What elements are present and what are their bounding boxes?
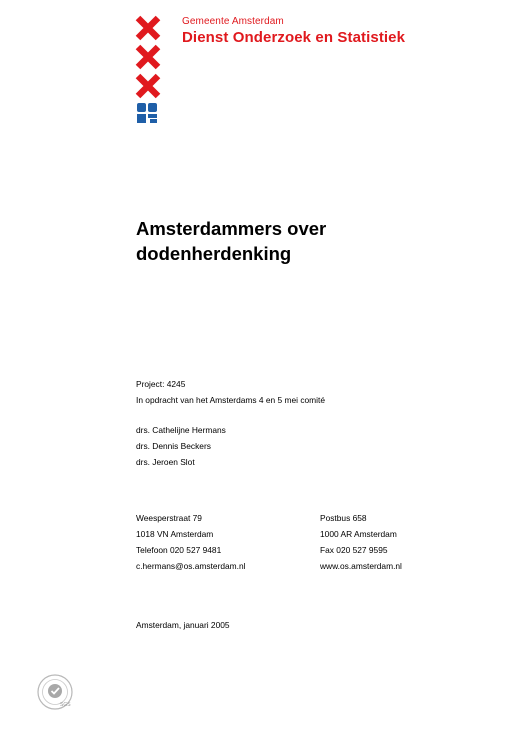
postal-city: 1000 AR Amsterdam: [320, 529, 397, 539]
sgs-certification-seal-icon: [36, 673, 74, 711]
author-name: drs. Jeroen Slot: [136, 457, 195, 467]
project-client: In opdracht van het Amsterdams 4 en 5 mei comité: [136, 395, 325, 405]
street-address: Weesperstraat 79: [136, 513, 202, 523]
x-cross-icon: [135, 15, 161, 41]
x-cross-icon: [135, 73, 161, 99]
author-name: drs. Dennis Beckers: [136, 441, 211, 451]
email-address: c.hermans@os.amsterdam.nl: [136, 561, 246, 571]
po-box: Postbus 658: [320, 513, 367, 523]
project-info: [136, 376, 325, 408]
author-list: [136, 422, 226, 470]
document-title: [136, 216, 436, 266]
project-number: Project: 4245: [136, 379, 186, 389]
author-name: drs. Cathelijne Hermans: [136, 425, 226, 435]
postal-address: [320, 510, 402, 574]
website-url: www.os.amsterdam.nl: [320, 561, 402, 571]
fax-number: Fax 020 527 9595: [320, 545, 388, 555]
postal-city: 1018 VN Amsterdam: [136, 529, 214, 539]
organization-department: Dienst Onderzoek en Statistiek: [182, 29, 406, 46]
publication-date: Amsterdam, januari 2005: [136, 620, 230, 630]
title-line: dodenherdenking: [136, 243, 292, 264]
organization-municipality: Gemeente Amsterdam: [182, 16, 284, 27]
sgs-seal-label: SGS: [60, 702, 71, 708]
x-cross-icon: [135, 44, 161, 70]
title-line: Amsterdammers over: [136, 218, 327, 239]
visiting-address: [136, 510, 246, 574]
os-logo-icon: [137, 103, 159, 123]
phone-number: Telefoon 020 527 9481: [136, 545, 222, 555]
amsterdam-xxx-logo-icon: [135, 15, 161, 125]
